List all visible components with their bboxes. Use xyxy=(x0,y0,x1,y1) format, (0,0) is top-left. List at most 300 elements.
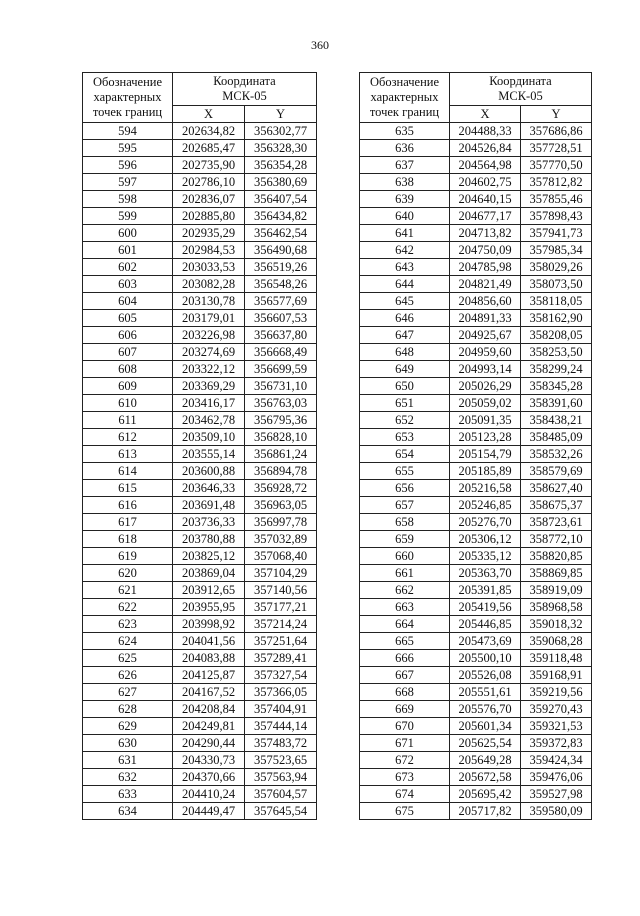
y-coordinate-cell: 357327,54 xyxy=(245,667,317,684)
x-coordinate-cell: 203369,29 xyxy=(173,378,245,395)
table-row xyxy=(83,531,317,548)
table-row xyxy=(360,259,592,276)
point-number-cell: 602 xyxy=(83,259,173,276)
point-number-cell: 652 xyxy=(360,412,450,429)
x-coordinate-cell: 202735,90 xyxy=(173,157,245,174)
table-row xyxy=(360,531,592,548)
point-number-cell: 601 xyxy=(83,242,173,259)
header-y: Y xyxy=(521,106,592,123)
point-number-cell: 640 xyxy=(360,208,450,225)
x-coordinate-cell: 205601,34 xyxy=(450,718,521,735)
header-label-line: характерных xyxy=(93,90,162,104)
point-number-cell: 670 xyxy=(360,718,450,735)
header-coord-line: МСК-05 xyxy=(498,89,543,103)
table-row xyxy=(360,293,592,310)
y-coordinate-cell: 357404,91 xyxy=(245,701,317,718)
x-coordinate-cell: 202984,53 xyxy=(173,242,245,259)
y-coordinate-cell: 358253,50 xyxy=(521,344,592,361)
x-coordinate-cell: 203646,33 xyxy=(173,480,245,497)
y-coordinate-cell: 359118,48 xyxy=(521,650,592,667)
y-coordinate-cell: 359068,28 xyxy=(521,633,592,650)
table-row xyxy=(83,769,317,786)
table-row xyxy=(360,446,592,463)
table-row xyxy=(83,446,317,463)
y-coordinate-cell: 356407,54 xyxy=(245,191,317,208)
table-row xyxy=(83,633,317,650)
point-number-cell: 633 xyxy=(83,786,173,803)
table-row xyxy=(360,191,592,208)
table-row xyxy=(83,157,317,174)
x-coordinate-cell: 202786,10 xyxy=(173,174,245,191)
table-row xyxy=(360,667,592,684)
point-number-cell: 665 xyxy=(360,633,450,650)
point-number-cell: 629 xyxy=(83,718,173,735)
point-number-cell: 642 xyxy=(360,242,450,259)
point-number-cell: 636 xyxy=(360,140,450,157)
y-coordinate-cell: 358532,26 xyxy=(521,446,592,463)
table-row xyxy=(360,242,592,259)
y-coordinate-cell: 356519,26 xyxy=(245,259,317,276)
point-number-cell: 664 xyxy=(360,616,450,633)
point-number-cell: 607 xyxy=(83,344,173,361)
table-row xyxy=(360,548,592,565)
table-row xyxy=(360,123,592,140)
y-coordinate-cell: 357444,14 xyxy=(245,718,317,735)
y-coordinate-cell: 356668,49 xyxy=(245,344,317,361)
x-coordinate-cell: 203416,17 xyxy=(173,395,245,412)
table-row xyxy=(83,735,317,752)
point-number-cell: 612 xyxy=(83,429,173,446)
x-coordinate-cell: 205335,12 xyxy=(450,548,521,565)
x-coordinate-cell: 203462,78 xyxy=(173,412,245,429)
y-coordinate-cell: 357604,57 xyxy=(245,786,317,803)
point-number-cell: 615 xyxy=(83,480,173,497)
y-coordinate-cell: 357645,54 xyxy=(245,803,317,820)
point-number-cell: 618 xyxy=(83,531,173,548)
table-row xyxy=(83,514,317,531)
x-coordinate-cell: 203691,48 xyxy=(173,497,245,514)
header-x: X xyxy=(450,106,521,123)
y-coordinate-cell: 359321,53 xyxy=(521,718,592,735)
table-row xyxy=(83,276,317,293)
table-row xyxy=(360,140,592,157)
table-row xyxy=(83,242,317,259)
y-coordinate-cell: 357728,51 xyxy=(521,140,592,157)
header-label-line: Обозначение xyxy=(92,75,163,89)
x-coordinate-cell: 205363,70 xyxy=(450,565,521,582)
x-coordinate-cell: 205154,79 xyxy=(450,446,521,463)
point-number-cell: 600 xyxy=(83,225,173,242)
x-coordinate-cell: 205419,56 xyxy=(450,599,521,616)
y-coordinate-cell: 359476,06 xyxy=(521,769,592,786)
x-coordinate-cell: 205526,08 xyxy=(450,667,521,684)
y-coordinate-cell: 358118,05 xyxy=(521,293,592,310)
table-row xyxy=(83,378,317,395)
table-row xyxy=(360,786,592,803)
point-number-cell: 628 xyxy=(83,701,173,718)
x-coordinate-cell: 204993,14 xyxy=(450,361,521,378)
y-coordinate-cell: 358299,24 xyxy=(521,361,592,378)
table-row xyxy=(83,548,317,565)
coordinates-table-left xyxy=(82,72,317,820)
table-row xyxy=(360,735,592,752)
y-coordinate-cell: 357941,73 xyxy=(521,225,592,242)
x-coordinate-cell: 204526,84 xyxy=(450,140,521,157)
header-point-label xyxy=(83,73,173,123)
header-x: X xyxy=(173,106,245,123)
x-coordinate-cell: 203509,10 xyxy=(173,429,245,446)
table-row xyxy=(83,208,317,225)
table-row xyxy=(360,497,592,514)
header-point-label xyxy=(360,73,450,123)
point-number-cell: 603 xyxy=(83,276,173,293)
table-row xyxy=(360,395,592,412)
table-row xyxy=(360,701,592,718)
x-coordinate-cell: 205185,89 xyxy=(450,463,521,480)
y-coordinate-cell: 358968,58 xyxy=(521,599,592,616)
table-row xyxy=(360,463,592,480)
y-coordinate-cell: 359580,09 xyxy=(521,803,592,820)
table-row xyxy=(83,191,317,208)
y-coordinate-cell: 357483,72 xyxy=(245,735,317,752)
table-row xyxy=(360,616,592,633)
x-coordinate-cell: 205500,10 xyxy=(450,650,521,667)
y-coordinate-cell: 358485,09 xyxy=(521,429,592,446)
table-row xyxy=(360,650,592,667)
y-coordinate-cell: 356462,54 xyxy=(245,225,317,242)
x-coordinate-cell: 204290,44 xyxy=(173,735,245,752)
x-coordinate-cell: 205216,58 xyxy=(450,480,521,497)
x-coordinate-cell: 202685,47 xyxy=(173,140,245,157)
point-number-cell: 655 xyxy=(360,463,450,480)
table-row xyxy=(360,327,592,344)
header-coord-line: Координата xyxy=(213,74,276,88)
table-row xyxy=(83,667,317,684)
x-coordinate-cell: 204041,56 xyxy=(173,633,245,650)
header-label-line: Обозначение xyxy=(369,75,440,89)
point-number-cell: 671 xyxy=(360,735,450,752)
y-coordinate-cell: 358029,26 xyxy=(521,259,592,276)
x-coordinate-cell: 203274,69 xyxy=(173,344,245,361)
y-coordinate-cell: 356577,69 xyxy=(245,293,317,310)
x-coordinate-cell: 204125,87 xyxy=(173,667,245,684)
y-coordinate-cell: 356828,10 xyxy=(245,429,317,446)
table-row xyxy=(83,412,317,429)
y-coordinate-cell: 356894,78 xyxy=(245,463,317,480)
table-row xyxy=(83,752,317,769)
y-coordinate-cell: 358869,85 xyxy=(521,565,592,582)
point-number-cell: 645 xyxy=(360,293,450,310)
x-coordinate-cell: 205123,28 xyxy=(450,429,521,446)
x-coordinate-cell: 204564,98 xyxy=(450,157,521,174)
point-number-cell: 654 xyxy=(360,446,450,463)
y-coordinate-cell: 359270,43 xyxy=(521,701,592,718)
x-coordinate-cell: 204856,60 xyxy=(450,293,521,310)
point-number-cell: 594 xyxy=(83,123,173,140)
table-row xyxy=(83,140,317,157)
x-coordinate-cell: 204925,67 xyxy=(450,327,521,344)
point-number-cell: 595 xyxy=(83,140,173,157)
y-coordinate-cell: 358208,05 xyxy=(521,327,592,344)
point-number-cell: 672 xyxy=(360,752,450,769)
y-coordinate-cell: 358919,09 xyxy=(521,582,592,599)
point-number-cell: 598 xyxy=(83,191,173,208)
x-coordinate-cell: 205551,61 xyxy=(450,684,521,701)
x-coordinate-cell: 202634,82 xyxy=(173,123,245,140)
table-row xyxy=(360,684,592,701)
table-row xyxy=(83,225,317,242)
point-number-cell: 657 xyxy=(360,497,450,514)
x-coordinate-cell: 203955,95 xyxy=(173,599,245,616)
y-coordinate-cell: 359168,91 xyxy=(521,667,592,684)
x-coordinate-cell: 205625,54 xyxy=(450,735,521,752)
point-number-cell: 669 xyxy=(360,701,450,718)
table-row xyxy=(83,259,317,276)
x-coordinate-cell: 202885,80 xyxy=(173,208,245,225)
x-coordinate-cell: 202836,07 xyxy=(173,191,245,208)
y-coordinate-cell: 356699,59 xyxy=(245,361,317,378)
y-coordinate-cell: 358579,69 xyxy=(521,463,592,480)
x-coordinate-cell: 205246,85 xyxy=(450,497,521,514)
point-number-cell: 648 xyxy=(360,344,450,361)
table-row xyxy=(360,225,592,242)
x-coordinate-cell: 205026,29 xyxy=(450,378,521,395)
y-coordinate-cell: 357068,40 xyxy=(245,548,317,565)
point-number-cell: 596 xyxy=(83,157,173,174)
table-row xyxy=(83,565,317,582)
table-row xyxy=(83,463,317,480)
y-coordinate-cell: 357898,43 xyxy=(521,208,592,225)
x-coordinate-cell: 204167,52 xyxy=(173,684,245,701)
table-row xyxy=(83,344,317,361)
x-coordinate-cell: 203736,33 xyxy=(173,514,245,531)
header-label-line: точек границ xyxy=(369,105,440,119)
y-coordinate-cell: 356328,30 xyxy=(245,140,317,157)
point-number-cell: 635 xyxy=(360,123,450,140)
y-coordinate-cell: 358723,61 xyxy=(521,514,592,531)
table-row xyxy=(360,514,592,531)
coordinates-table-right xyxy=(359,72,592,820)
header-label-line: точек границ xyxy=(92,105,163,119)
y-coordinate-cell: 356607,53 xyxy=(245,310,317,327)
point-number-cell: 599 xyxy=(83,208,173,225)
table-row xyxy=(360,361,592,378)
point-number-cell: 656 xyxy=(360,480,450,497)
y-coordinate-cell: 356354,28 xyxy=(245,157,317,174)
x-coordinate-cell: 204410,24 xyxy=(173,786,245,803)
x-coordinate-cell: 203033,53 xyxy=(173,259,245,276)
y-coordinate-cell: 356731,10 xyxy=(245,378,317,395)
point-number-cell: 639 xyxy=(360,191,450,208)
point-number-cell: 608 xyxy=(83,361,173,378)
x-coordinate-cell: 204891,33 xyxy=(450,310,521,327)
x-coordinate-cell: 203322,12 xyxy=(173,361,245,378)
x-coordinate-cell: 205276,70 xyxy=(450,514,521,531)
table-row xyxy=(83,786,317,803)
table-row xyxy=(83,684,317,701)
table-row xyxy=(83,650,317,667)
table-row xyxy=(83,616,317,633)
point-number-cell: 597 xyxy=(83,174,173,191)
header-coord-line: Координата xyxy=(489,74,552,88)
x-coordinate-cell: 204208,84 xyxy=(173,701,245,718)
table-row xyxy=(83,174,317,191)
table-row xyxy=(360,803,592,820)
x-coordinate-cell: 203780,88 xyxy=(173,531,245,548)
x-coordinate-cell: 205059,02 xyxy=(450,395,521,412)
table-row xyxy=(83,327,317,344)
x-coordinate-cell: 204370,66 xyxy=(173,769,245,786)
header-y: Y xyxy=(245,106,317,123)
point-number-cell: 613 xyxy=(83,446,173,463)
table-row xyxy=(83,582,317,599)
point-number-cell: 661 xyxy=(360,565,450,582)
y-coordinate-cell: 356490,68 xyxy=(245,242,317,259)
table-row xyxy=(360,633,592,650)
page-number: 360 xyxy=(311,38,329,52)
x-coordinate-cell: 204959,60 xyxy=(450,344,521,361)
y-coordinate-cell: 358820,85 xyxy=(521,548,592,565)
point-number-cell: 630 xyxy=(83,735,173,752)
y-coordinate-cell: 357563,94 xyxy=(245,769,317,786)
y-coordinate-cell: 358675,37 xyxy=(521,497,592,514)
point-number-cell: 634 xyxy=(83,803,173,820)
header-label-line: характерных xyxy=(370,90,439,104)
x-coordinate-cell: 205446,85 xyxy=(450,616,521,633)
point-number-cell: 644 xyxy=(360,276,450,293)
x-coordinate-cell: 205695,42 xyxy=(450,786,521,803)
x-coordinate-cell: 205717,82 xyxy=(450,803,521,820)
y-coordinate-cell: 356861,24 xyxy=(245,446,317,463)
y-coordinate-cell: 358438,21 xyxy=(521,412,592,429)
table-row xyxy=(360,208,592,225)
y-coordinate-cell: 356795,36 xyxy=(245,412,317,429)
y-coordinate-cell: 356302,77 xyxy=(245,123,317,140)
point-number-cell: 660 xyxy=(360,548,450,565)
table-row xyxy=(360,769,592,786)
y-coordinate-cell: 357289,41 xyxy=(245,650,317,667)
x-coordinate-cell: 204602,75 xyxy=(450,174,521,191)
x-coordinate-cell: 203912,65 xyxy=(173,582,245,599)
header-coordinate xyxy=(173,73,317,106)
y-coordinate-cell: 359372,83 xyxy=(521,735,592,752)
point-number-cell: 624 xyxy=(83,633,173,650)
point-number-cell: 663 xyxy=(360,599,450,616)
table-row xyxy=(83,310,317,327)
point-number-cell: 609 xyxy=(83,378,173,395)
x-coordinate-cell: 203082,28 xyxy=(173,276,245,293)
point-number-cell: 626 xyxy=(83,667,173,684)
point-number-cell: 662 xyxy=(360,582,450,599)
table-row xyxy=(360,276,592,293)
point-number-cell: 646 xyxy=(360,310,450,327)
x-coordinate-cell: 203869,04 xyxy=(173,565,245,582)
x-coordinate-cell: 204249,81 xyxy=(173,718,245,735)
y-coordinate-cell: 357214,24 xyxy=(245,616,317,633)
y-coordinate-cell: 357523,65 xyxy=(245,752,317,769)
x-coordinate-cell: 203179,01 xyxy=(173,310,245,327)
table-row xyxy=(83,293,317,310)
x-coordinate-cell: 203130,78 xyxy=(173,293,245,310)
y-coordinate-cell: 357177,21 xyxy=(245,599,317,616)
point-number-cell: 668 xyxy=(360,684,450,701)
point-number-cell: 666 xyxy=(360,650,450,667)
point-number-cell: 673 xyxy=(360,769,450,786)
x-coordinate-cell: 205306,12 xyxy=(450,531,521,548)
point-number-cell: 647 xyxy=(360,327,450,344)
table-row xyxy=(83,480,317,497)
table-row xyxy=(360,565,592,582)
table-row xyxy=(360,157,592,174)
table-row xyxy=(360,752,592,769)
table-body-left xyxy=(83,123,317,820)
table-row xyxy=(360,412,592,429)
x-coordinate-cell: 204677,17 xyxy=(450,208,521,225)
y-coordinate-cell: 359527,98 xyxy=(521,786,592,803)
y-coordinate-cell: 358073,50 xyxy=(521,276,592,293)
point-number-cell: 641 xyxy=(360,225,450,242)
x-coordinate-cell: 204330,73 xyxy=(173,752,245,769)
point-number-cell: 627 xyxy=(83,684,173,701)
point-number-cell: 650 xyxy=(360,378,450,395)
table-row xyxy=(360,718,592,735)
table-row xyxy=(360,599,592,616)
table-row xyxy=(360,174,592,191)
y-coordinate-cell: 357140,56 xyxy=(245,582,317,599)
y-coordinate-cell: 357251,64 xyxy=(245,633,317,650)
x-coordinate-cell: 205091,35 xyxy=(450,412,521,429)
point-number-cell: 625 xyxy=(83,650,173,667)
table-row xyxy=(83,803,317,820)
y-coordinate-cell: 358345,28 xyxy=(521,378,592,395)
point-number-cell: 653 xyxy=(360,429,450,446)
y-coordinate-cell: 356434,82 xyxy=(245,208,317,225)
x-coordinate-cell: 204488,33 xyxy=(450,123,521,140)
point-number-cell: 658 xyxy=(360,514,450,531)
table-row xyxy=(360,480,592,497)
header-coordinate xyxy=(450,73,592,106)
point-number-cell: 606 xyxy=(83,327,173,344)
point-number-cell: 623 xyxy=(83,616,173,633)
table-row xyxy=(83,599,317,616)
x-coordinate-cell: 203600,88 xyxy=(173,463,245,480)
y-coordinate-cell: 357104,29 xyxy=(245,565,317,582)
y-coordinate-cell: 356963,05 xyxy=(245,497,317,514)
point-number-cell: 616 xyxy=(83,497,173,514)
x-coordinate-cell: 204640,15 xyxy=(450,191,521,208)
x-coordinate-cell: 203555,14 xyxy=(173,446,245,463)
x-coordinate-cell: 205576,70 xyxy=(450,701,521,718)
table-row xyxy=(83,701,317,718)
y-coordinate-cell: 356548,26 xyxy=(245,276,317,293)
x-coordinate-cell: 203998,92 xyxy=(173,616,245,633)
y-coordinate-cell: 358627,40 xyxy=(521,480,592,497)
x-coordinate-cell: 205473,69 xyxy=(450,633,521,650)
table-row xyxy=(360,310,592,327)
x-coordinate-cell: 203825,12 xyxy=(173,548,245,565)
point-number-cell: 611 xyxy=(83,412,173,429)
y-coordinate-cell: 356928,72 xyxy=(245,480,317,497)
y-coordinate-cell: 357855,46 xyxy=(521,191,592,208)
x-coordinate-cell: 204449,47 xyxy=(173,803,245,820)
y-coordinate-cell: 358772,10 xyxy=(521,531,592,548)
point-number-cell: 675 xyxy=(360,803,450,820)
y-coordinate-cell: 356637,80 xyxy=(245,327,317,344)
point-number-cell: 659 xyxy=(360,531,450,548)
point-number-cell: 637 xyxy=(360,157,450,174)
point-number-cell: 605 xyxy=(83,310,173,327)
y-coordinate-cell: 358391,60 xyxy=(521,395,592,412)
